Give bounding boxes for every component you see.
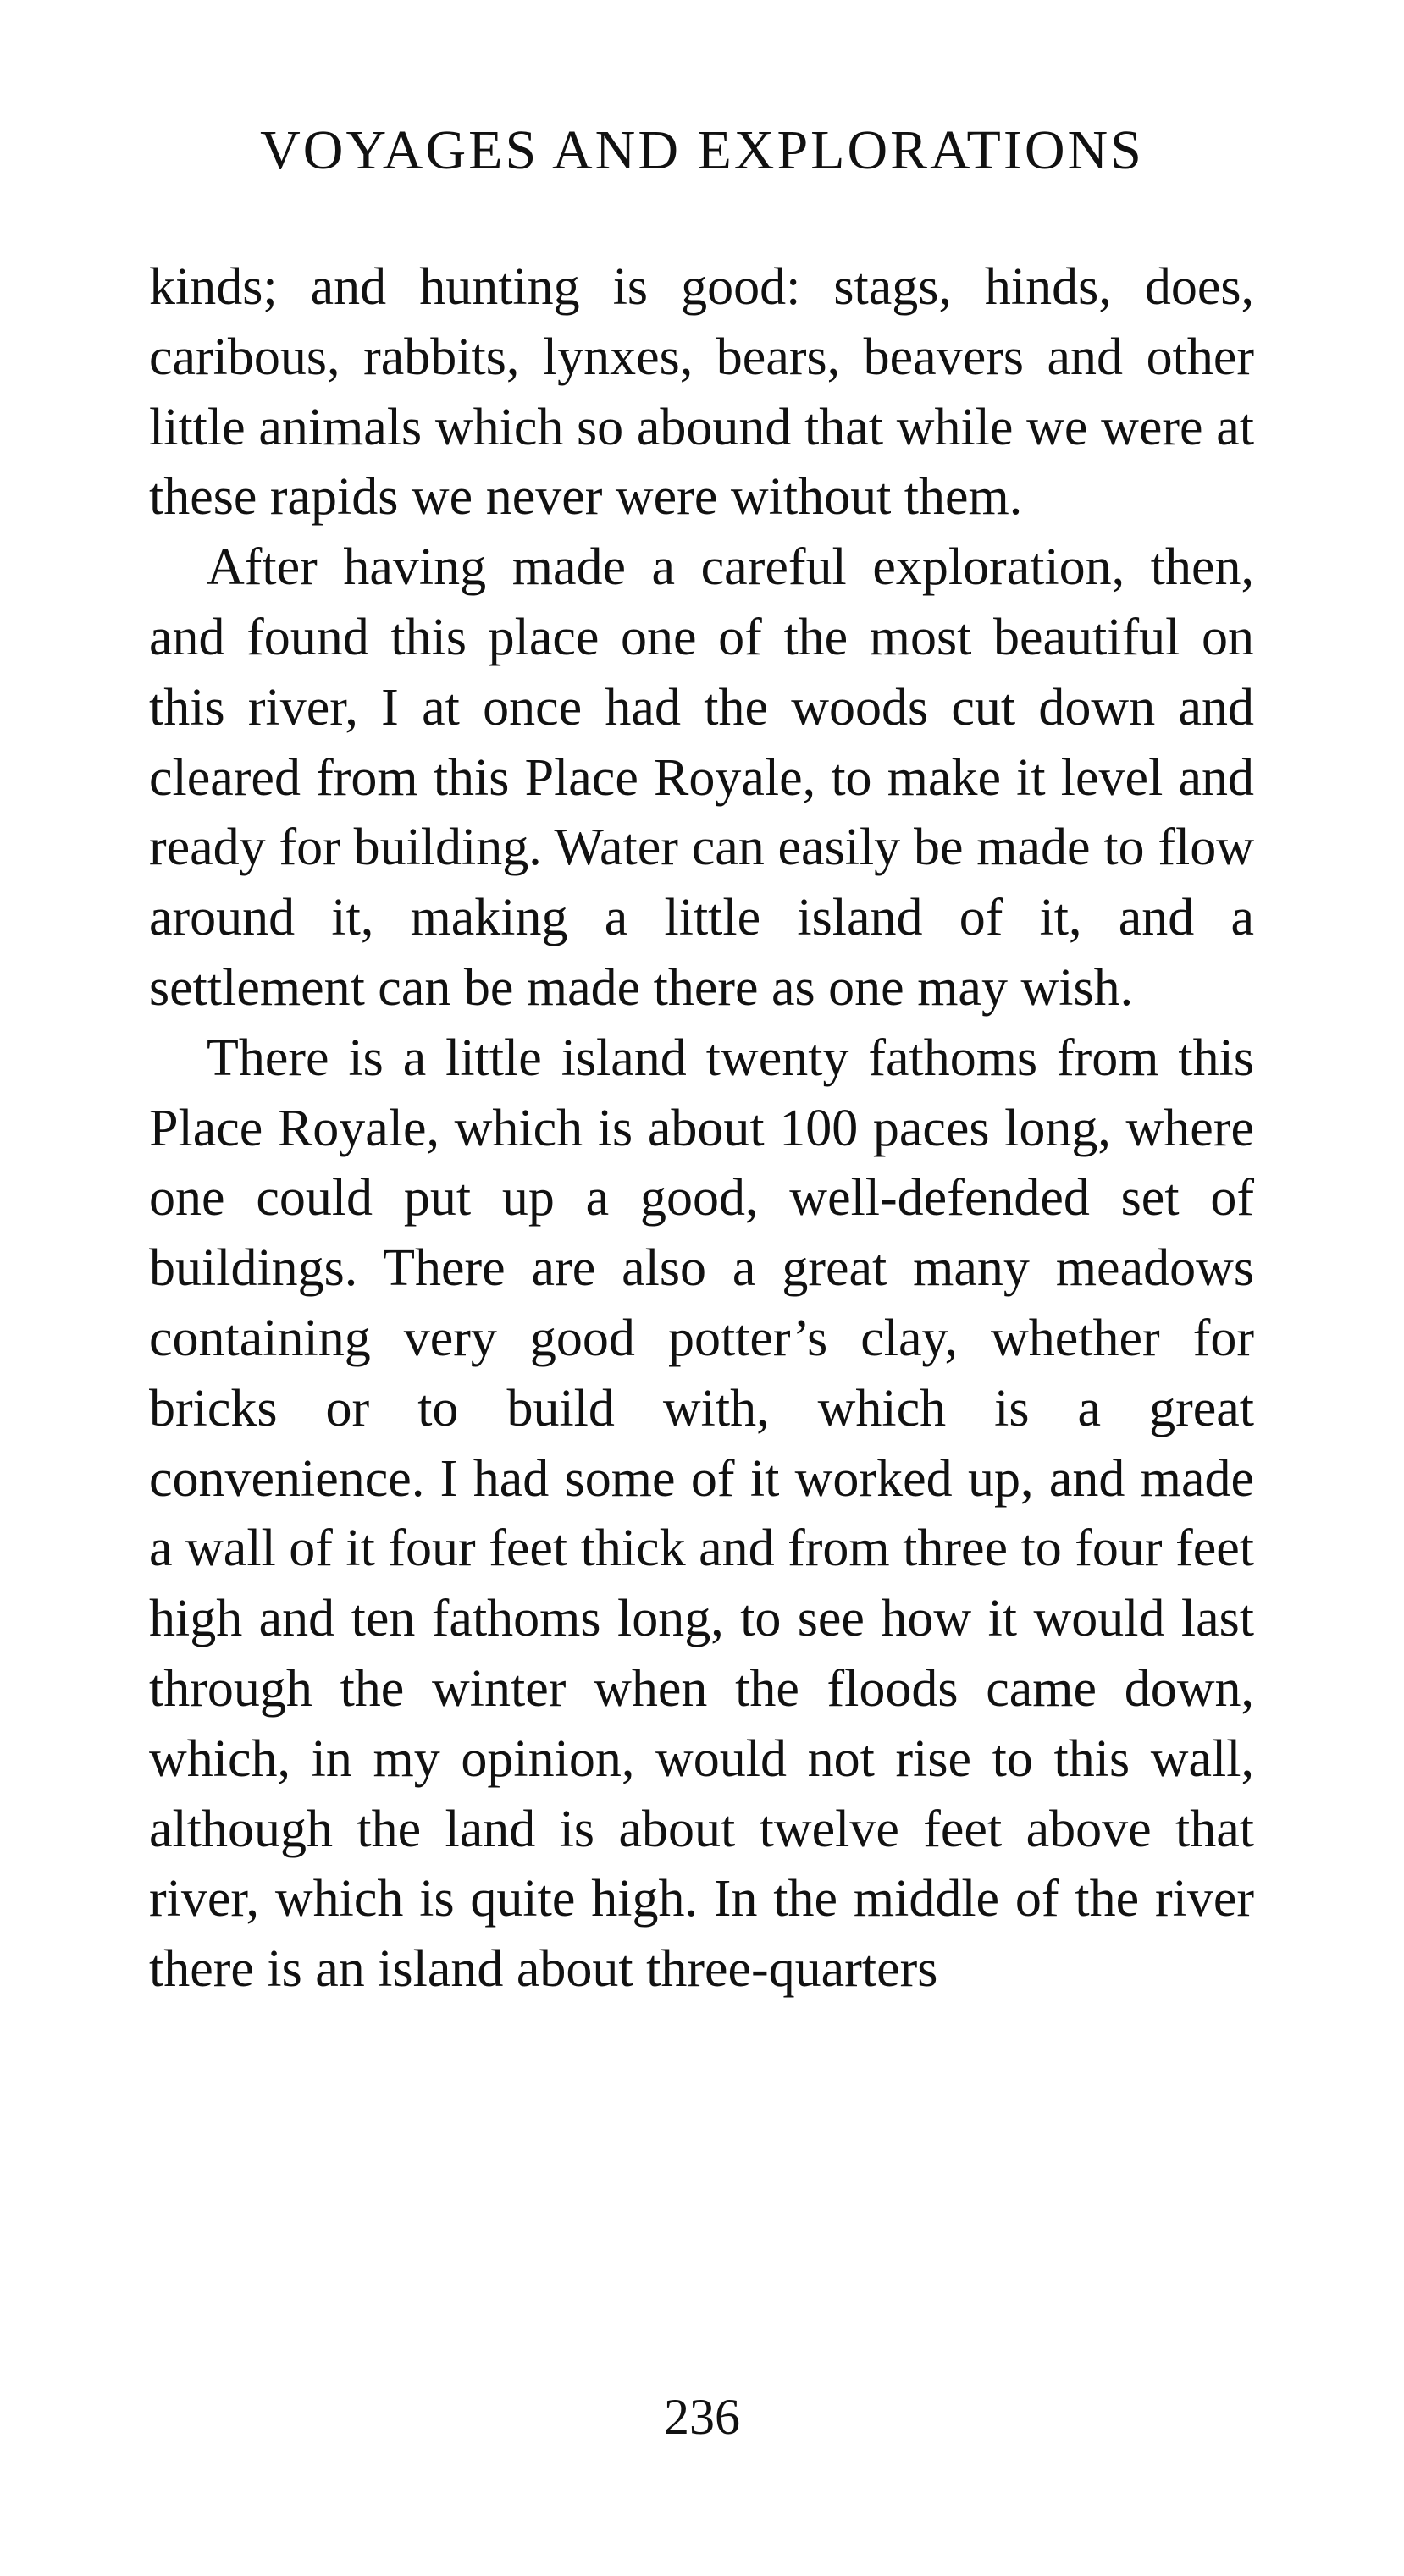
body-text — [149, 252, 1254, 2005]
page-number: 236 — [664, 2389, 740, 2445]
paragraph-island: There is a little island twenty fathoms from this Place Royale, which is about 100 paces long, where one could put up a good, well-defended set of buildings. There are also a great many meadows containing very good potter’s clay, whether for bricks or to build with, which is a great convenience. I had some of it worked up, and made a wall of it four feet thick and from three to four feet high and ten fathoms long, to see how it would last through the winter when the floods came down, which, in my opinion, would not rise to this wall, although the land is about twelve feet above that river, which is quite high. In the middle of the river there is an island about three-quarters — [149, 1029, 1254, 1999]
running-head: VOYAGES AND EXPLORATIONS — [260, 119, 1144, 181]
paragraph-continuation: kinds; and hunting is good: stags, hinds, does, caribous, rabbits, lynxes, bears, beavers and other little animals which so abound that while we were at these rapids we never were without them. — [149, 258, 1254, 527]
paragraph-exploration: After having made a careful exploration, then, and found this place one of the most beautiful on this river, I at once had the woods cut down and cleared from this Place Royale, to make it level and ready for building. Water can easily be made to flow around it, making a little island of it, and a settlement can be made there as one may wish. — [149, 538, 1254, 1017]
